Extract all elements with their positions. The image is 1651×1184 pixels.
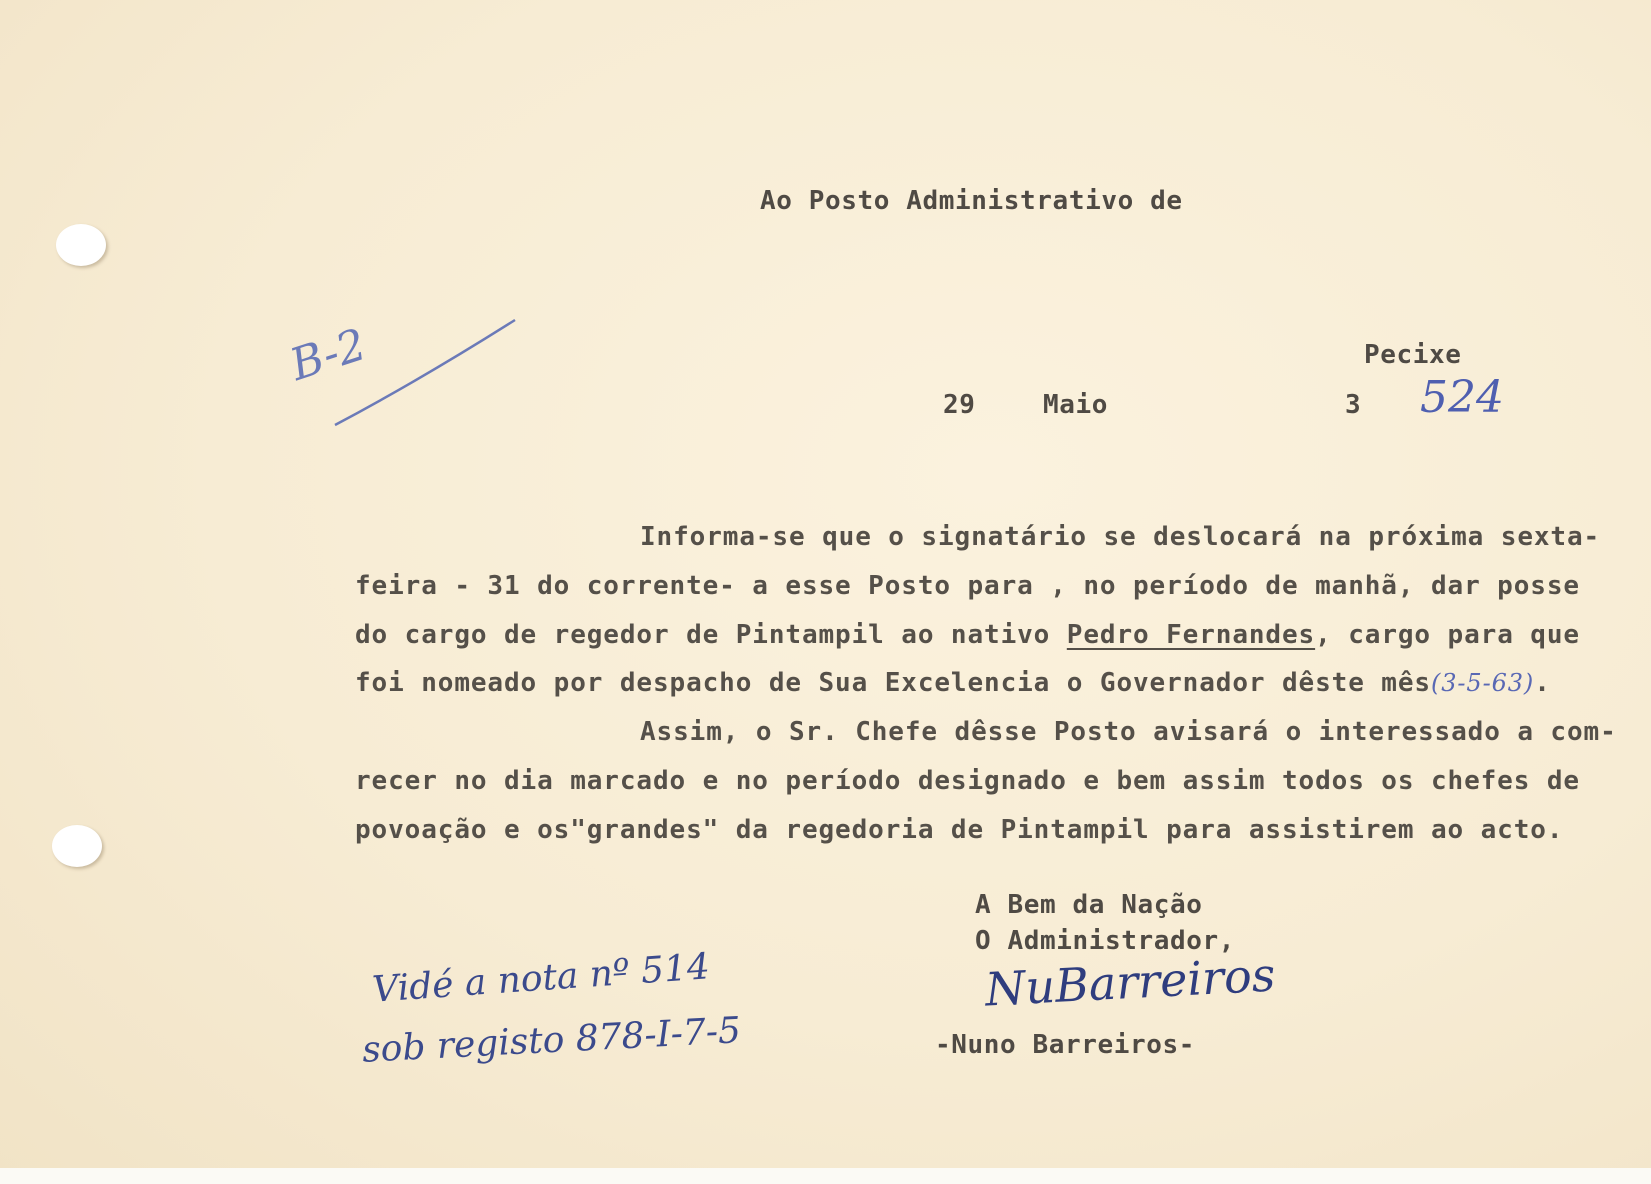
margin-note-line-2: sob registo 878-I-7-5 [361, 1010, 742, 1071]
punch-hole-bottom [52, 825, 102, 867]
signatory-title: O Administrador, [975, 926, 1236, 956]
handwritten-date-insert: (3-5-63) [1430, 669, 1535, 697]
margin-note-line-1: Vidé a nota nº 514 [370, 946, 712, 1011]
appointee-name: Pedro Fernandes [1066, 620, 1316, 650]
handwritten-reference: 524 [1420, 372, 1504, 423]
addressee-line: Ao Posto Administrativo de [760, 186, 1183, 216]
closing-salutation: A Bem da Nação [975, 890, 1203, 920]
body-line-3 [355, 620, 1580, 650]
body-line-4-start: foi nomeado por despacho de Sua Excelencia o Governador dêste mês [355, 668, 1431, 698]
date-day: 29 [943, 390, 976, 420]
signature: NuBarreiros [983, 947, 1277, 1017]
body-line-3-start: do cargo de regedor de Pintampil ao nativo [355, 620, 1067, 650]
date-month: Maio [1043, 390, 1109, 420]
margin-classification-mark: B-2 [284, 319, 373, 391]
body-line-6: recer no dia marcado e no período designado e bem assim todos os chefes de [355, 766, 1580, 796]
reference-number: 3 [1345, 390, 1362, 420]
signatory-name: -Nuno Barreiros- [935, 1030, 1196, 1060]
body-line-2: feira - 31 do corrente- a esse Posto para , no período de manhã, dar posse [355, 571, 1580, 601]
punch-hole-top [56, 224, 106, 266]
destination-post: Pecixe [1364, 340, 1462, 370]
page-bottom-edge [0, 1168, 1651, 1184]
body-line-5: Assim, o Sr. Chefe dêsse Posto avisará o interessado a com- [640, 717, 1617, 747]
body-line-3-end: , cargo para que [1315, 620, 1580, 650]
body-line-7: povoação e os"grandes" da regedoria de Pintampil para assistirem ao acto. [355, 815, 1564, 845]
body-line-4 [355, 668, 1551, 698]
body-line-4-end: . [1534, 668, 1551, 698]
body-line-1: Informa-se que o signatário se deslocará na próxima sexta- [640, 522, 1601, 552]
margin-mark-stroke [330, 310, 520, 430]
